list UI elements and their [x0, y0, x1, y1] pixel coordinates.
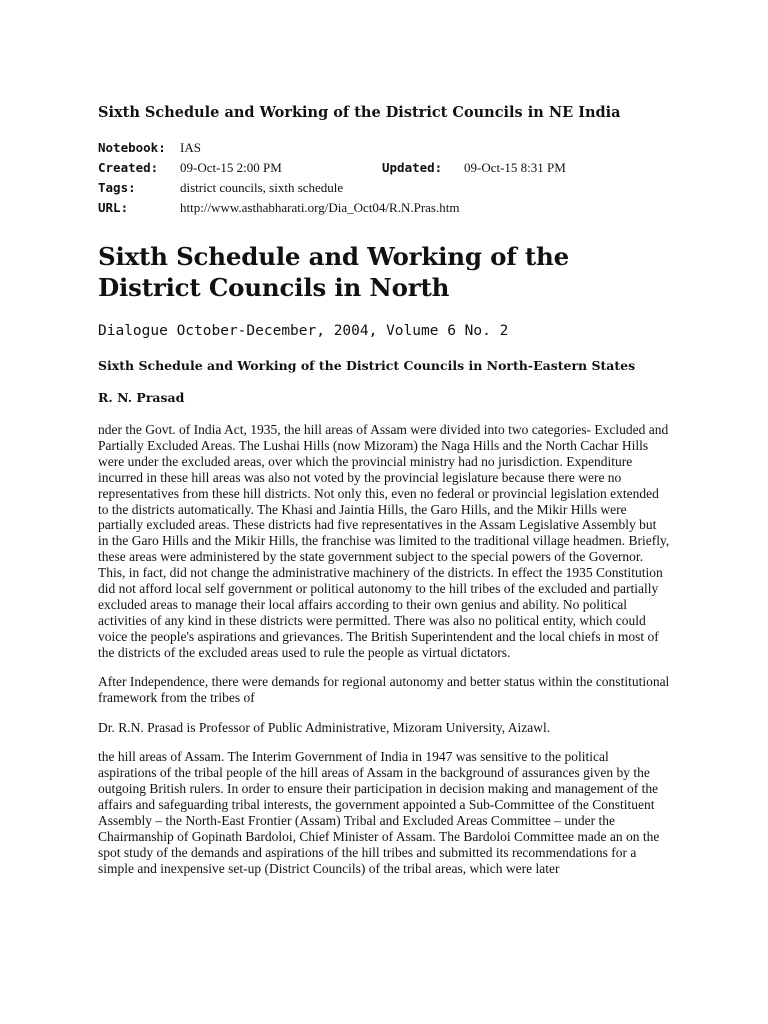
- paragraph-3: the hill areas of Assam. The Interim Government of India in 1947 was sensitive to the political aspirations of the tribal people of the hill areas of Assam in the background of assurances given by the outgoing British rulers. In order to ensure their participation in decision making and management of the affairs and safeguarding tribal interests, the government appointed a Sub-Committee of the Constituent Assembly – the North-East Frontier (Assam) Tribal and Excluded Areas Committee – under the Chairmanship of Gopinath Bardoloi, Chief Minister of Assam. The Bardoloi Committee made an on the spot study of the demands and aspirations of the hill tribes and submitted its recommendations for a simple and inexpensive set-up (District Councils) of the tribal areas, which were later: [98, 749, 660, 876]
- article-author: R. N. Prasad: [98, 390, 185, 405]
- paragraph-2: After Independence, there were demands for regional autonomy and better status within the constitutional framework from the tribes of: [98, 673, 670, 705]
- meta-row-tags: [98, 178, 670, 198]
- notebook-label: Notebook:: [98, 140, 166, 155]
- notebook-value: IAS: [180, 140, 201, 155]
- updated-value: 09-Oct-15 8:31 PM: [464, 160, 566, 175]
- note-metadata: [98, 138, 670, 218]
- tags-label: Tags:: [98, 180, 136, 195]
- note-title: Sixth Schedule and Working of the District Councils in NE India: [98, 104, 621, 121]
- note-page: [98, 103, 670, 877]
- created-value: 09-Oct-15 2:00 PM: [180, 160, 282, 175]
- url-label: URL:: [98, 200, 129, 215]
- url-link[interactable]: http://www.asthabharati.org/Dia_Oct04/R.N.Pras.htm: [180, 200, 460, 215]
- created-label: Created:: [98, 160, 159, 175]
- tags-value: district councils, sixth schedule: [180, 180, 344, 195]
- journal-issue: Dialogue October-December, 2004, Volume 6 No. 2: [98, 323, 509, 339]
- updated-label: Updated:: [382, 160, 443, 175]
- meta-row-dates: [98, 158, 670, 178]
- meta-row-notebook: [98, 138, 670, 158]
- author-note: Dr. R.N. Prasad is Professor of Public Administrative, Mizoram University, Aizawl.: [98, 720, 551, 736]
- meta-row-url: [98, 198, 670, 218]
- paragraph-1: nder the Govt. of India Act, 1935, the hill areas of Assam were divided into two categories- Excluded and Partially Excluded Areas. The Lushai Hills (now Mizoram) the Naga Hills and the North Cachar Hills were under the excluded areas, over which the provincial ministry had no jurisdiction. Expenditure incurred in these hill areas was also not voted by the provincial legislature because there were no representatives from these hill districts. Not only this, even no federal or provincial legislation extended to the districts automatically. The Khasi and Jaintia Hills, the Garo Hills, and the Mikir Hills were partially excluded areas. These districts had five representatives in the Assam Legislative Assembly but in the Garo Hills and the Mikir Hills, the franchise was limited to the traditional village headmen. Briefly, these areas were administered by the state government subject to the special powers of the Governor. This, in fact, did not change the administrative machinery of the districts. In effect the 1935 Constitution did not afford local self government or political autonomy to the hill tribes of the excluded and partially excluded areas to manage their local affairs according to their own genius and ability. No political activities of any kind in these districts were permitted. There was also no political entity, which could voice the people's aspirations and grievances. The British Superintendent and the local chiefs in most of the districts of the excluded areas used to rule the people as virtual dictators.: [98, 422, 670, 660]
- article-subtitle: Sixth Schedule and Working of the District Councils in North-Eastern States: [98, 358, 636, 373]
- article-headline: Sixth Schedule and Working of the District Councils in North: [98, 242, 570, 302]
